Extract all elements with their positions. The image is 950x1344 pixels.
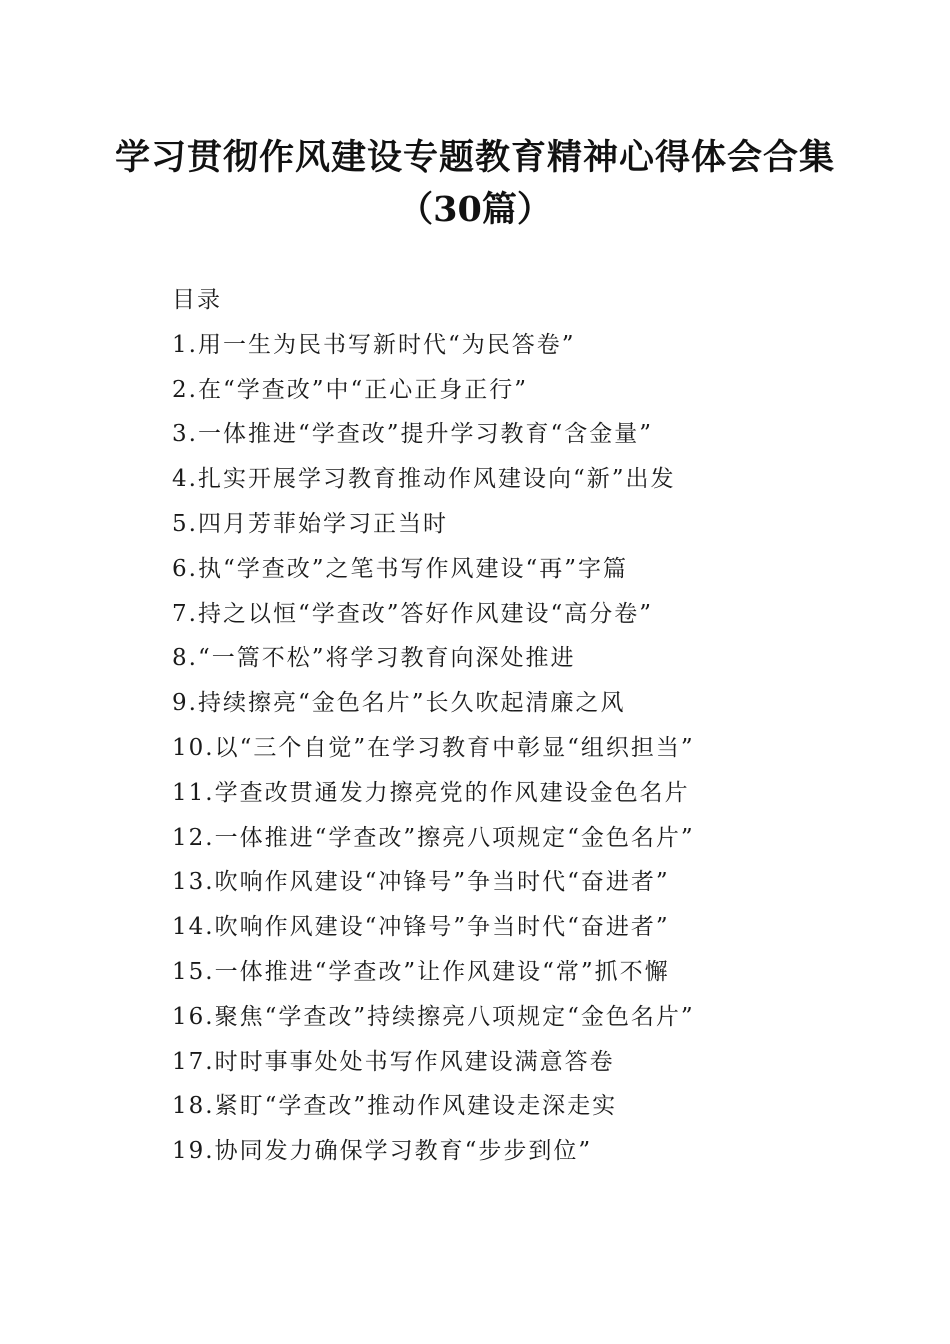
toc-item: 18.紧盯“学查改”推动作风建设走深走实 [172, 1093, 618, 1120]
toc-item: 3.一体推进“学查改”提升学习教育“含金量” [172, 421, 653, 448]
toc-item: 5.四月芳菲始学习正当时 [172, 510, 448, 537]
document-subtitle: （30篇） [398, 189, 552, 230]
toc-item: 2.在“学查改”中“正心正身正行” [172, 376, 528, 403]
toc-item: 6.执“学查改”之笔书写作风建设“再”字篇 [172, 555, 628, 582]
toc-item: 4.扎实开展学习教育推动作风建设向“新”出发 [172, 466, 676, 493]
toc-item: 14.吹响作风建设“冲锋号”争当时代“奋进者” [172, 914, 670, 941]
toc-heading: 目录 [172, 287, 222, 313]
toc-item: 11.学查改贯通发力擦亮党的作风建设金色名片 [172, 779, 690, 806]
toc-list [172, 323, 872, 1174]
table-of-contents [172, 278, 872, 1174]
toc-item: 7.持之以恒“学查改”答好作风建设“高分卷” [172, 600, 653, 627]
document-title: 学习贯彻作风建设专题教育精神心得体会合集 [114, 137, 835, 178]
toc-item: 1.用一生为民书写新时代“为民答卷” [172, 331, 576, 358]
toc-item: 9.持续擦亮“金色名片”长久吹起清廉之风 [172, 690, 626, 717]
toc-item: 12.一体推进“学查改”擦亮八项规定“金色名片” [172, 824, 695, 851]
title-block [0, 132, 950, 236]
toc-item: 8.“一篙不松”将学习教育向深处推进 [172, 645, 576, 672]
toc-item: 19.协同发力确保学习教育“步步到位” [172, 1138, 593, 1165]
toc-item: 10.以“三个自觉”在学习教育中彰显“组织担当” [172, 734, 695, 761]
toc-item: 15.一体推进“学查改”让作风建设“常”抓不懈 [172, 958, 670, 985]
toc-item: 13.吹响作风建设“冲锋号”争当时代“奋进者” [172, 869, 670, 896]
toc-item: 16.聚焦“学查改”持续擦亮八项规定“金色名片” [172, 1003, 695, 1030]
toc-item: 17.时时事事处处书写作风建设满意答卷 [172, 1048, 615, 1075]
